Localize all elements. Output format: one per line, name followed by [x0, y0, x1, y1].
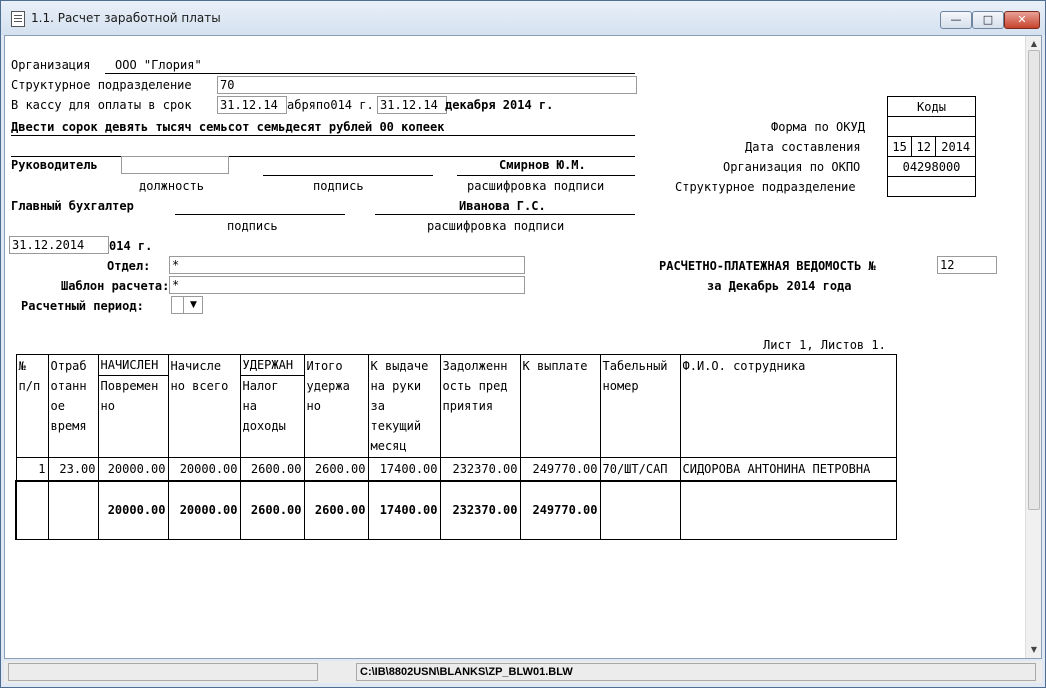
date-from-input[interactable]: 31.12.14 [217, 96, 287, 114]
codes-struct-label: Структурное подразделение [675, 180, 856, 194]
col-tax-header: УДЕРЖАН Налог на доходы [240, 355, 304, 458]
maximize-button[interactable]: □ [972, 11, 1004, 29]
dept-input[interactable]: * [169, 256, 525, 274]
amount-underline-1 [11, 135, 635, 136]
head-sign-line [263, 175, 433, 176]
date-day: 15 [888, 137, 912, 157]
chief-caption-decode: расшифровка подписи [427, 219, 565, 233]
org-value: ООО "Глория" [115, 58, 202, 72]
head-position-input[interactable] [121, 156, 229, 174]
caption-position: должность [139, 179, 205, 193]
col-fio-header: Ф.И.О. сотрудника [680, 355, 896, 458]
status-bar [4, 661, 1042, 683]
caption-decode: расшифровка подписи [467, 179, 605, 193]
total-debt: 232370.00 [440, 481, 520, 539]
col-tab-num-header: Табельный номер [600, 355, 680, 458]
cell-tax: 2600.00 [240, 458, 304, 482]
codes-struct-value [888, 177, 976, 197]
chevron-down-icon[interactable]: ▼ [190, 300, 197, 310]
head-name: Смирнов Ю.М. [499, 158, 586, 172]
col-num-header: № п/п [16, 355, 48, 458]
total-to-issue: 17400.00 [368, 481, 440, 539]
org-label: Организация [11, 58, 91, 72]
amount-in-words: Двести сорок девять тысяч семьсот семьдесят рублей 00 копеек [11, 120, 445, 134]
date-to-input[interactable]: 31.12.14 [377, 96, 447, 114]
window-title: 1.1. Расчет заработной платы [31, 11, 221, 25]
form-area [4, 35, 1042, 659]
cell-debt: 232370.00 [440, 458, 520, 482]
minimize-button[interactable]: — [940, 11, 972, 29]
chief-sign-line [175, 214, 345, 215]
okud-value [888, 117, 976, 137]
period-between-text: абряпо014 г. [287, 98, 374, 112]
cell-accrued: 20000.00 [98, 458, 168, 482]
total-withheld: 2600.00 [304, 481, 368, 539]
sheet-info: Лист 1, Листов 1. [763, 338, 886, 352]
chief-name: Иванова Г.С. [459, 199, 546, 213]
statement-number-input[interactable]: 12 [937, 256, 997, 274]
cash-label: В кассу для оплаты в срок [11, 98, 192, 112]
col-withheld-total-header: Итого удержа но [304, 355, 368, 458]
doc-date-suffix: 014 г. [109, 239, 153, 253]
chief-decode-line [375, 214, 635, 215]
scroll-thumb[interactable] [1028, 50, 1040, 510]
template-input[interactable]: * [169, 276, 525, 294]
document-icon [11, 11, 25, 27]
status-cell-left [8, 663, 318, 681]
total-accrued: 20000.00 [98, 481, 168, 539]
total-accrued-total: 20000.00 [168, 481, 240, 539]
total-fio [680, 481, 896, 539]
col-to-issue-header: К выдаче на руки за текущий месяц [368, 355, 440, 458]
chief-label: Главный бухгалтер [11, 199, 134, 213]
total-to-pay: 249770.00 [520, 481, 600, 539]
head-label: Руководитель [11, 158, 98, 172]
statement-title: РАСЧЕТНО-ПЛАТЕЖНАЯ ВЕДОМОСТЬ № [659, 259, 876, 273]
period-select-value [172, 297, 184, 313]
total-tax: 2600.00 [240, 481, 304, 539]
doc-date-input[interactable]: 31.12.2014 [9, 236, 109, 254]
cell-to-pay: 249770.00 [520, 458, 600, 482]
date-year: 2014 [936, 137, 976, 157]
org-underline [105, 73, 635, 74]
codes-table [887, 96, 976, 197]
scroll-down-icon[interactable]: ▼ [1030, 645, 1038, 654]
date-composed-label: Дата составления [745, 140, 861, 154]
title-bar[interactable] [1, 1, 1045, 35]
table-row[interactable] [16, 458, 896, 482]
col-worked-header: Отраб отанн ое время [48, 355, 98, 458]
close-button[interactable]: ✕ [1004, 11, 1040, 29]
totals-row [16, 481, 896, 539]
col-to-pay-header: К выплате [520, 355, 600, 458]
okpo-label: Организация по ОКПО [723, 160, 861, 174]
cell-withheld-total: 2600.00 [304, 458, 368, 482]
col-debt-header: Задолженн ость пред приятия [440, 355, 520, 458]
template-label: Шаблон расчета: [61, 279, 170, 293]
cell-num: 1 [16, 458, 48, 482]
dept-label: Отдел: [107, 259, 151, 273]
table-header-row [16, 355, 896, 458]
col-accrued-header: НАЧИСЛЕН Повремен но [98, 355, 168, 458]
head-decode-line [457, 175, 635, 176]
okud-label: Форма по ОКУД [771, 120, 865, 134]
scroll-up-icon[interactable]: ▲ [1030, 39, 1038, 48]
amount-underline-2 [11, 156, 635, 157]
struct-label: Структурное подразделение [11, 78, 192, 92]
caption-sign: подпись [313, 179, 364, 193]
okpo-value: 04298000 [888, 157, 976, 177]
status-path: C:\IB\8802USN\BLANKS\ZP_BLW01.BLW [356, 663, 1036, 681]
codes-header: Коды [888, 97, 976, 117]
cell-accrued-total: 20000.00 [168, 458, 240, 482]
struct-input[interactable]: 70 [217, 76, 637, 94]
total-num [16, 481, 48, 539]
period-select[interactable] [171, 296, 203, 314]
payroll-table [15, 354, 897, 540]
total-tab-num [600, 481, 680, 539]
date-month: 12 [912, 137, 936, 157]
cell-to-issue: 17400.00 [368, 458, 440, 482]
statement-period: за Декабрь 2014 года [707, 279, 852, 293]
vertical-scrollbar[interactable] [1025, 36, 1041, 658]
total-worked [48, 481, 98, 539]
period-tail-text: декабря 2014 г. [445, 98, 554, 112]
chief-caption-sign: подпись [227, 219, 278, 233]
cell-tab-num: 70/ШТ/САП [600, 458, 680, 482]
col-accrued-total-header: Начисле но всего [168, 355, 240, 458]
cell-worked: 23.00 [48, 458, 98, 482]
period-label: Расчетный период: [21, 299, 144, 313]
cell-fio: СИДОРОВА АНТОНИНА ПЕТРОВНА [680, 458, 896, 482]
